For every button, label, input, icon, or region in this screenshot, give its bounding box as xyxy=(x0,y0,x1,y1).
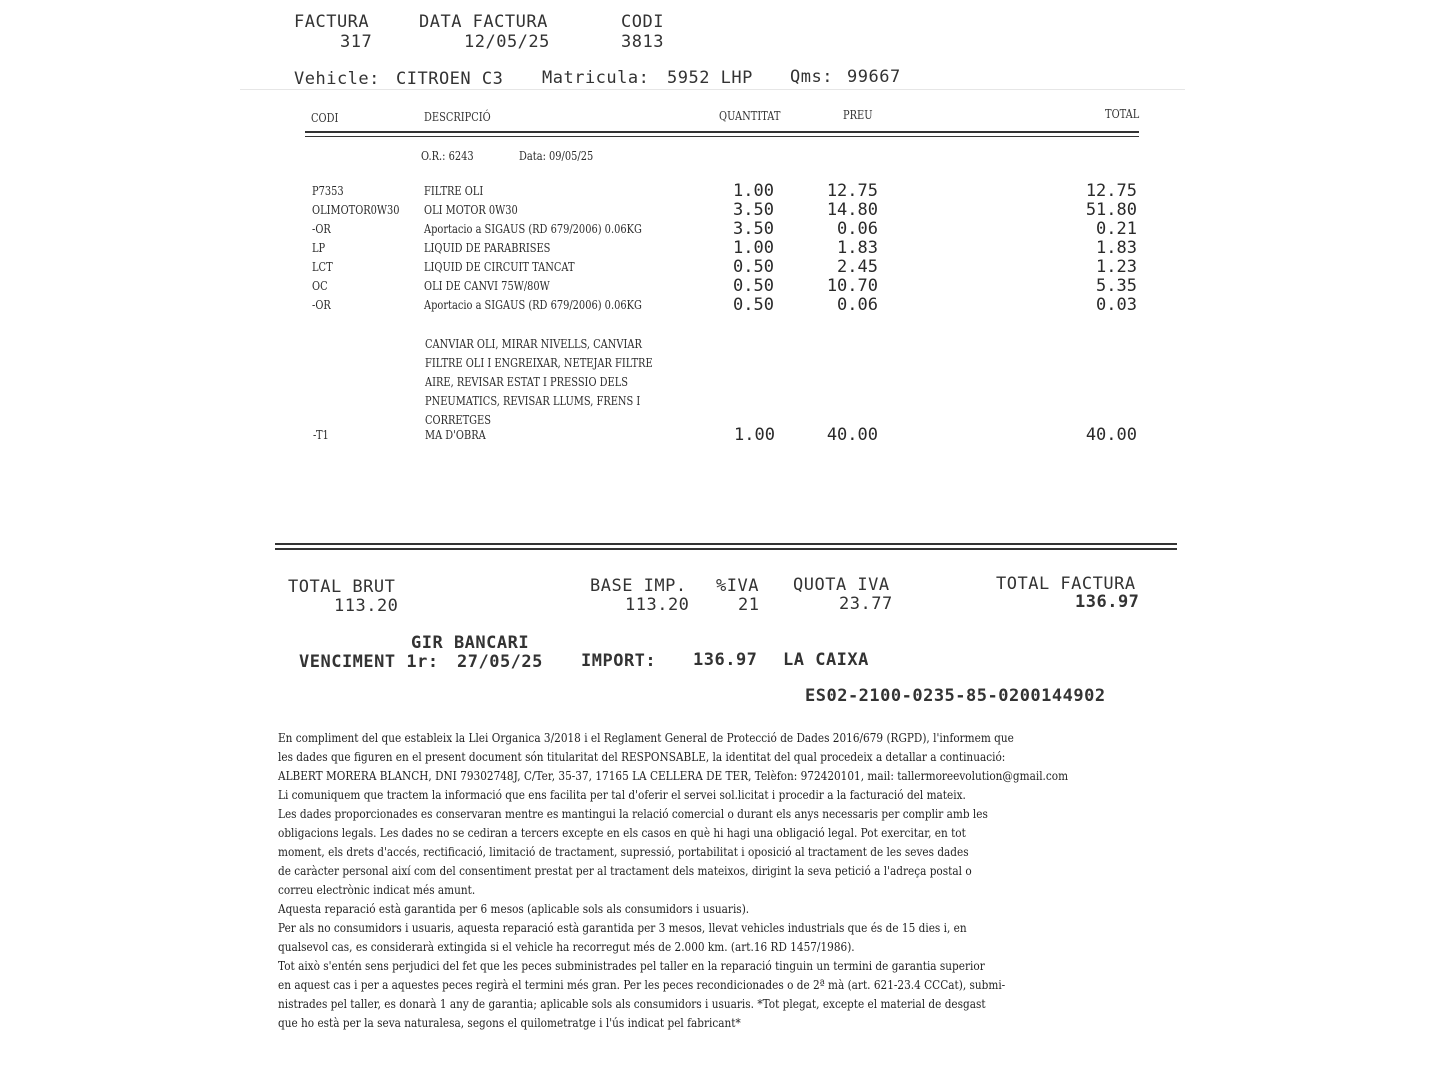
work-note-line: AIRE, REVISAR ESTAT I PRESSIO DELS xyxy=(425,375,628,389)
col-descripcio: DESCRIPCIÓ xyxy=(424,110,491,124)
matricula-label: Matricula: xyxy=(542,68,650,88)
row-quantitat: 1.00 xyxy=(734,425,775,445)
legal-line: en aquest cas i per a aquestes peces regirà el termini més gran. Per les peces recondicionades o de 2ª mà (art. 621-23.4 CCCat), submi- xyxy=(278,977,1006,992)
col-preu: PREU xyxy=(843,108,873,122)
work-note-line: PNEUMATICS, REVISAR LLUMS, FRENS I xyxy=(425,394,641,408)
row-descripcio: LIQUID DE PARABRISES xyxy=(424,241,551,255)
matricula-value: 5952 LHP xyxy=(667,68,753,88)
bank-name: LA CAIXA xyxy=(783,650,869,670)
row-descripcio: OLI DE CANVI 75W/80W xyxy=(424,279,550,293)
row-codi: -OR xyxy=(312,298,331,312)
row-codi: LCT xyxy=(312,260,333,274)
row-codi: -T1 xyxy=(313,428,329,442)
vehicle-model: CITROEN C3 xyxy=(396,69,504,89)
table-row xyxy=(0,200,1440,219)
row-preu: 10.70 xyxy=(826,276,878,296)
table-row xyxy=(0,219,1440,238)
legal-line: Li comuniquem que tractem la informació que ens facilita per tal d'oferir el servei sol.licitat i procedir a la facturació del mateix. xyxy=(278,787,966,802)
row-codi: OC xyxy=(312,279,328,293)
codi-label: CODI xyxy=(621,12,664,32)
row-codi: -OR xyxy=(312,222,331,236)
row-quantitat: 0.50 xyxy=(733,257,774,277)
data-factura-label: DATA FACTURA xyxy=(419,12,548,32)
table-row xyxy=(0,295,1440,314)
kms-value: 99667 xyxy=(847,67,901,87)
row-descripcio: Aportacio a SIGAUS (RD 679/2006) 0.06KG xyxy=(424,222,642,236)
table-row xyxy=(0,238,1440,257)
legal-line: Tot això s'entén sens perjudici del fet que les peces subministrades pel taller en la reparació tinguin un termini de garantia superior xyxy=(278,958,985,973)
table-row xyxy=(0,257,1440,276)
row-quantitat: 0.50 xyxy=(733,276,774,296)
row-total: 1.23 xyxy=(1096,257,1137,277)
base-imp-value: 113.20 xyxy=(625,595,690,615)
row-total: 12.75 xyxy=(1085,181,1137,201)
totals-rule-top xyxy=(275,543,1177,545)
row-descripcio: FILTRE OLI xyxy=(424,184,484,198)
legal-line: nistrades pel taller, es donarà 1 any de garantia; aplicable sols als consumidors i usuaris. *Tot plegat, excepte el material de desgast xyxy=(278,996,986,1011)
venciment-label: VENCIMENT 1r: xyxy=(299,652,439,672)
payment-method: GIR BANCARI xyxy=(411,633,530,653)
legal-line: les dades que figuren en el present document són titularitat del RESPONSABLE, la identitat del qual procedeix a detallar a continuació: xyxy=(278,749,1006,764)
legal-line: Les dades proporcionades es conservaran mentre es mantingui la relació comercial o durant els anys necessaris per complir amb les xyxy=(278,806,988,821)
row-quantitat: 3.50 xyxy=(733,200,774,220)
row-quantitat: 1.00 xyxy=(733,181,774,201)
row-preu: 14.80 xyxy=(826,200,878,220)
iva-label: %IVA xyxy=(716,576,759,596)
table-row xyxy=(0,181,1440,200)
row-descripcio: LIQUID DE CIRCUIT TANCAT xyxy=(424,260,575,274)
legal-line: Per als no consumidors i usuaris, aquesta reparació està garantida per 3 mesos, llevat vehicles industrials que és de 15 dies i, en xyxy=(278,920,967,935)
col-total: TOTAL xyxy=(1105,107,1140,121)
row-preu: 2.45 xyxy=(837,257,878,277)
row-quantitat: 0.50 xyxy=(733,295,774,315)
base-imp-label: BASE IMP. xyxy=(590,576,687,596)
row-quantitat: 1.00 xyxy=(733,238,774,258)
work-note-line: CANVIAR OLI, MIRAR NIVELLS, CANVIAR xyxy=(425,337,642,351)
factura-number: 317 xyxy=(340,32,373,52)
table-row xyxy=(0,276,1440,295)
legal-line: obligacions legals. Les dades no se cediran a tercers excepte en els casos en què hi hagi una obligació legal. Pot exercitar, en tot xyxy=(278,825,966,840)
row-total: 40.00 xyxy=(1085,425,1137,445)
row-total: 51.80 xyxy=(1085,200,1137,220)
row-codi: P7353 xyxy=(312,184,344,198)
col-quantitat: QUANTITAT xyxy=(719,109,781,123)
import-value: 136.97 xyxy=(693,650,758,670)
total-brut-label: TOTAL BRUT xyxy=(288,577,396,597)
total-brut-value: 113.20 xyxy=(334,596,399,616)
row-codi: LP xyxy=(312,241,326,255)
quota-iva-value: 23.77 xyxy=(839,594,893,614)
row-descripcio: MA D'OBRA xyxy=(425,428,486,442)
row-preu: 1.83 xyxy=(837,238,878,258)
legal-line: En compliment del que estableix la Llei Organica 3/2018 i el Reglament General de Protecció de Dades 2016/679 (RGPD), l'informem que xyxy=(278,730,1014,745)
codi-value: 3813 xyxy=(621,32,664,52)
data-factura-value: 12/05/25 xyxy=(464,32,550,52)
factura-label: FACTURA xyxy=(294,12,370,32)
total-factura-label: TOTAL FACTURA xyxy=(996,574,1136,594)
vehicle-label: Vehicle: xyxy=(294,69,380,89)
legal-line: de caràcter personal així com del consentiment prestat per al tractament dels mateixos, dirigint la seva petició a l'adreça postal o xyxy=(278,863,972,878)
legal-line: que ho està per la seva naturalesa, segons el quilometratge i l'ús indicat pel fabricant* xyxy=(278,1015,741,1030)
header-divider xyxy=(240,89,1185,90)
row-total: 0.03 xyxy=(1096,295,1137,315)
work-note-line: FILTRE OLI I ENGREIXAR, NETEJAR FILTRE xyxy=(425,356,653,370)
row-total: 0.21 xyxy=(1096,219,1137,239)
row-preu: 12.75 xyxy=(826,181,878,201)
legal-line: ALBERT MORERA BLANCH, DNI 79302748J, C/Ter, 35-37, 17165 LA CELLERA DE TER, Telèfon: 972420101, mail: tallermoreevolution@gmail.com xyxy=(278,768,1069,783)
import-label: IMPORT: xyxy=(581,651,657,671)
legal-line: moment, els drets d'accés, rectificació, limitació de tractament, supressió, portabilitat i oposició al tractament de les seves dades xyxy=(278,844,969,859)
work-note-line: CORRETGES xyxy=(425,413,491,427)
iva-value: 21 xyxy=(738,595,760,615)
legal-line: qualsevol cas, es considerarà extingida si el vehicle ha recorregut més de 2.000 km. (art.16 RD 1457/1986). xyxy=(278,939,855,954)
labour-row xyxy=(0,425,1440,444)
row-descripcio: Aportacio a SIGAUS (RD 679/2006) 0.06KG xyxy=(424,298,642,312)
table-header-rule-bottom xyxy=(305,136,1139,137)
legal-line: Aquesta reparació està garantida per 6 mesos (aplicable sols als consumidors i usuaris). xyxy=(278,901,750,916)
quota-iva-label: QUOTA IVA xyxy=(793,575,890,595)
totals-rule-bottom xyxy=(275,548,1177,550)
venciment-date: 27/05/25 xyxy=(457,652,543,672)
row-total: 5.35 xyxy=(1096,276,1137,296)
row-quantitat: 3.50 xyxy=(733,219,774,239)
row-preu: 0.06 xyxy=(837,295,878,315)
total-factura-value: 136.97 xyxy=(1075,592,1140,612)
row-total: 1.83 xyxy=(1096,238,1137,258)
legal-notice xyxy=(278,728,1198,1032)
row-codi: OLIMOTOR0W30 xyxy=(312,203,400,217)
row-descripcio: OLI MOTOR 0W30 xyxy=(424,203,518,217)
iban: ES02-2100-0235-85-0200144902 xyxy=(805,686,1106,706)
or-number: O.R.: 6243 xyxy=(421,149,474,163)
or-date: Data: 09/05/25 xyxy=(519,149,594,163)
kms-label: Qms: xyxy=(790,67,833,87)
row-preu: 0.06 xyxy=(837,219,878,239)
table-header-rule-top xyxy=(305,131,1139,133)
row-preu: 40.00 xyxy=(826,425,878,445)
col-codi: CODI xyxy=(311,111,339,125)
legal-line: correu electrònic indicat més amunt. xyxy=(278,882,476,897)
